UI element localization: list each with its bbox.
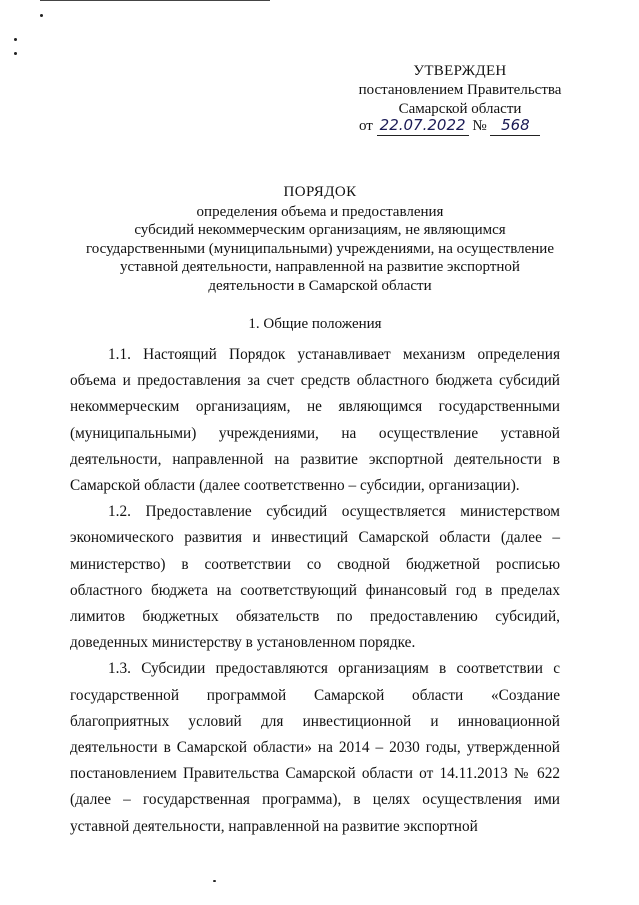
title-main: ПОРЯДОК — [283, 184, 357, 200]
approval-line: Самарской области — [398, 101, 522, 117]
scan-mark — [213, 880, 216, 882]
approval-block — [340, 62, 580, 119]
paragraph: 1.2. Предоставление субсидий осуществляется министерством экономического развития и инвестиций Самарской области (далее – министерство) в соответствии со сводной бюджетной росписью областного бюджета на соответствующий финансовый год в пределах лимитов бюджетных обязательств по предоставлению субсидий, доведенных министерству в установленном порядке. — [70, 503, 560, 652]
approval-heading: УТВЕРЖДЕН — [413, 63, 507, 79]
paragraph: 1.1. Настоящий Порядок устанавливает механизм определения объема и предоставления за счет средств областного бюджета субсидий некоммерческим организациям, не являющимся государственными (муниципальными) учреждениями, на осуществление уставной деятельности, направленной на развитие экспортной деятельности в Самарской области (далее соответственно – субсидии, организации). — [70, 346, 560, 495]
paragraph: 1.3. Субсидии предоставляются организациям в соответствии с государственной программой Самарской области «Создание благоприятных условий для инвестиционной и инновационной деятельности в Самарской области» на 2014 – 2030 годы, утвержденной постановлением Правительства Самарской области от 14.11.2013 № 622 (далее – государственная программа), в целях осуществления ими уставной деятельности, направленной на развитие экспортной — [70, 660, 560, 835]
scan-mark — [14, 38, 17, 41]
title-line: определения объема и предоставления — [196, 203, 444, 220]
date-prefix: от — [359, 118, 373, 134]
number-prefix: № — [472, 118, 487, 134]
section-heading: 1. Общие положения — [248, 316, 382, 332]
scan-mark — [40, 14, 43, 17]
scan-top-line — [40, 0, 270, 1]
approval-date-number — [359, 116, 579, 136]
title-line: уставной деятельности, направленной на развитие экспортной — [120, 259, 520, 276]
document-title — [60, 183, 580, 296]
handwritten-number: 568 — [490, 116, 540, 136]
title-line: деятельности в Самарской области — [208, 277, 432, 294]
handwritten-date: 22.07.2022 — [377, 116, 469, 136]
title-line: государственными (муниципальными) учреждениями, на осуществление — [86, 240, 554, 257]
scan-mark — [14, 52, 17, 55]
title-line: субсидий некоммерческим организациям, не являющимся — [134, 222, 506, 239]
document-body — [70, 342, 560, 840]
approval-line: постановлением Правительства — [358, 82, 562, 98]
